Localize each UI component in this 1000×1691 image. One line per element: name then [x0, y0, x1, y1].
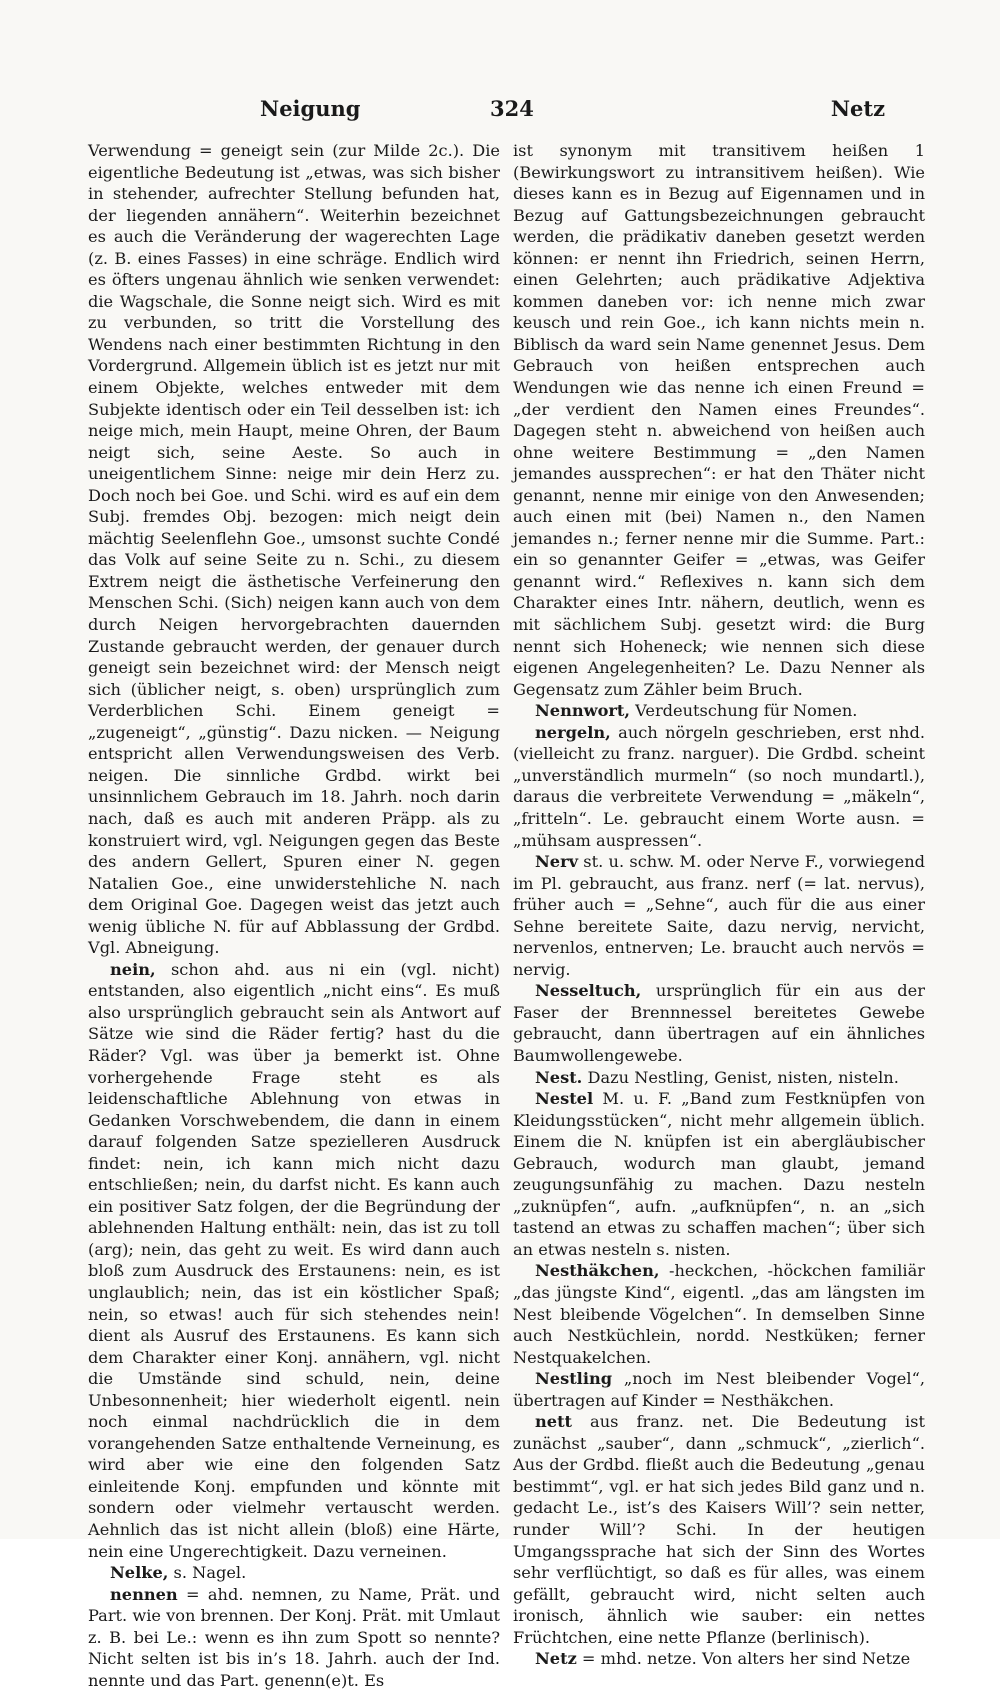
entry-headword: nett: [535, 1412, 573, 1432]
entry-headword: Nesseltuch,: [535, 981, 642, 1001]
dictionary-entry: [513, 1260, 925, 1368]
entry-text: „noch im Nest bleibender Vogel“, übertragen auf Kinder = Nesthäkchen.: [513, 1369, 925, 1410]
dictionary-entry: [513, 851, 925, 980]
dictionary-entry: [513, 1648, 925, 1670]
entry-headword: Nest.: [535, 1067, 583, 1087]
right-catchword: Netz: [830, 96, 885, 121]
entry-text: aus franz. net. Die Bedeutung ist zunächst „sauber“, dann „schmuck“, „zierlich“. Aus der Grdbd. fließt auch die Bedeutung „genau bestimmt“, vgl. er hat sich jedes Bild ganz und n. gedacht Le., ist’s des Kaisers Will’? sein netter, runder Will’? Schi. In der heutigen Umgangssprache hat sich der Sinn des Wortes sehr verflüchtigt, so daß es für alles, was einem gefällt, gebraucht wird, nicht selten auch ironisch, ähnlich wie sauber: ein nettes Früchtchen, eine nette Pflanze (berlinisch).: [513, 1412, 925, 1647]
entry-text: auch nörgeln geschrieben, erst nhd. (vielleicht zu franz. narguer). Die Grdbd. scheint „unverständlich murmeln“ (so noch mundartl.), daraus die verbreitete Verwendung = „mäkeln“, „fritteln“. Le. gebraucht einem Worte ausn. = „mühsam auspressen“.: [513, 722, 925, 850]
entry-headword: Netz: [535, 1649, 577, 1669]
entry-text: Verwendung = geneigt sein (zur Milde 2c.). Die eigentliche Bedeutung ist „etwas, was sich bisher in stehender, aufrechter Stellung befunden hat, der liegenden annähern“. Weiterhin bezeichnet es auch die Veränderung der wagerechten Lage (z. B. eines Fasses) in eine schräge. Endlich wird es öfters ungenau ähnlich wie senken verwendet: die Wagschale, die Sonne neigt sich. Wird es mit zu verbunden, so tritt die Vorstellung des Wendens nach einer bestimmten Richtung in den Vordergrund. Allgemein üblich ist es jetzt nur mit einem Objekte, welches entweder mit dem Subjekte identisch oder ein Teil desselben ist: ich neige mich, mein Haupt, meine Ohren, der Baum neigt sich, seine Aeste. So auch in uneigentlichem Sinne: neige mir dein Herz zu. Doch noch bei Goe. und Schi. wird es auf ein dem Subj. fremdes Obj. bezogen: mich neigt dein mächtig Seelenflehn Goe., umsonst suchte Condé das Volk auf seine Seite zu n. Schi., zu diesem Extrem neigt die ästhetische Verfeinerung den Menschen Schi. (Sich) neigen kann auch von dem durch Neigen hervorgebrachten dauernden Zustande gebraucht werden, der genauer durch geneigt sein bezeichnet wird: der Mensch neigt sich (üblicher neigt, s. oben) ursprünglich zum Verderblichen Schi. Einem geneigt = „zugeneigt“, „günstig“. Dazu nicken. — Neigung entspricht allen Verwendungsweisen des Verb. neigen. Die sinnliche Grdbd. wirkt bei unsinnlichem Gebrauch im 18. Jahrh. noch darin nach, daß es auch mit anderen Präpp. als zu konstruiert wird, vgl. Neigungen gegen das Beste des andern Gellert, Spuren einer N. gegen Natalien Goe., eine unwiderstehliche N. nach dem Original Goe. Dagegen weist das jetzt auch wenig übliche N. für auf Abblassung der Grdbd. Vgl. Abneigung.: [88, 141, 500, 958]
dictionary-entry: [513, 700, 925, 722]
entry-text: st. u. schw. M. oder Nerve F., vorwiegend im Pl. gebraucht, aus franz. nerf (= lat. nervus), früher auch = „Sehne“, auch für die aus einer Sehne bereitete Saite, dazu nervig, nervicht, nervenlos, entnerven; Le. braucht auch nervös = nervig.: [513, 852, 925, 979]
entry-text: = mhd. netze. Von alters her sind Netze: [576, 1649, 911, 1669]
dictionary-entry: [513, 722, 925, 851]
dictionary-entry: [513, 1411, 925, 1648]
entry-text: ist synonym mit transitivem heißen 1 (Bewirkungswort zu intransitivem heißen). Wie dieses kann es in Bezug auf Eigennamen und in Bezug auf Gattungsbezeichnungen gebraucht werden, die prädikativ daneben gesetzt werden können: er nennt ihn Friedrich, seinen Herrn, einen Gelehrten; auch prädikative Adjektiva kommen daneben vor: ich nenne mich zwar keusch und rein Goe., ich kann nichts mein n. Biblisch da ward sein Name genennet Jesus. Dem Gebrauch von heißen entsprechen auch Wendungen wie das nenne ich einen Freund = „der verdient den Namen eines Freundes“. Dagegen steht n. abweichend von heißen auch ohne weitere Bestimmung = „den Namen jemandes aussprechen“: er hat den Thäter nicht genannt, nenne mir einige von den Anwesenden; auch einen mit (bei) Namen n., den Namen jemandes n.; ferner nenne mir die Summe. Part.: ein so genannter Geifer = „etwas, was Geifer genannt wird.“ Reflexives n. kann sich dem Charakter eines Intr. nähern, deutlich, wenn es mit sächlichem Subj. gesetzt wird: die Burg nennt sich Hoheneck; wie nennen sich diese eigenen Angelegenheiten? Le. Dazu Nenner als Gegensatz zum Zähler beim Bruch.: [513, 141, 925, 699]
entry-text: schon ahd. aus ni ein (vgl. nicht) entstanden, also eigentlich „nicht eins“. Es muß also ursprünglich gebraucht sein als Antwort auf Sätze wie sind die Räder fertig? hast du die Räder? Vgl. was über ja bemerkt ist. Ohne vorhergehende Frage steht es als leidenschaftliche Ablehnung von etwas in Gedanken Vorschwebendem, die dann in einem darauf folgenden Satze spezielleren Ausdruck findet: nein, ich kann mich nicht dazu entschließen; nein, du darfst nicht. Es kann auch ein positiver Satz folgen, der die Begründung der ablehnenden Haltung enthält: nein, das ist zu toll (arg); nein, das geht zu weit. Es wird dann auch bloß zum Ausdruck des Erstaunens: nein, es ist unglaublich; nein, das ist ein köstlicher Spaß; nein, so etwas! auch für sich stehendes nein! dient als Ausruf des Erstaunens. Es kann sich dem Charakter einer Konj. annähern, vgl. nicht die Umstände sind schuld, nein, deine Unbesonnenheit; hier wiederholt eigentl. nein noch einmal nachdrücklich die in dem vorangehenden Satze enthaltende Verneinung, es wird aber wie eine den folgenden Satz einleitende Konj. empfunden und könnte mit sondern oder vielmehr vertauscht werden. Aehnlich das ist nicht allein (bloß) eine Härte, nein eine Ungerechtigkeit. Dazu verneinen.: [88, 959, 500, 1561]
entry-text: ursprünglich für ein aus der Faser der Brennnessel bereitetes Gewebe gebraucht, dann übertragen auf ein ähnliches Baumwollengewebe.: [513, 981, 925, 1065]
entry-headword: Nerv: [535, 852, 579, 872]
entry-headword: Nestel: [535, 1089, 594, 1109]
entry-headword: Nelke,: [110, 1563, 169, 1583]
entry-headword: Nestling: [535, 1369, 613, 1389]
entry-text: = ahd. nemnen, zu Name, Prät. und Part. wie von brennen. Der Konj. Prät. mit Umlaut z. B. bei Le.: wenn es ihn zum Spott so nennte? Nicht selten ist bis in’s 18. Jahrh. auch der Ind. nennte und das Part. genenn(e)t. Es: [88, 1584, 500, 1690]
page-header: [90, 96, 935, 126]
dictionary-entry: [88, 1562, 500, 1584]
left-column: [88, 140, 500, 1690]
entry-text: Dazu Nestling, Genist, nisten, nisteln.: [582, 1067, 899, 1087]
left-catchword: Neigung: [260, 96, 361, 121]
dictionary-entry: [513, 1368, 925, 1411]
right-column: [513, 140, 925, 1669]
entry-headword: Nennwort,: [535, 701, 631, 721]
entry-headword: nein,: [110, 959, 156, 979]
entry-text: Verdeutschung für Nomen.: [630, 701, 858, 721]
entry-headword: nergeln,: [535, 722, 611, 742]
entry-text: -heckchen, -höckchen familiär „das jüngste Kind“, eigentl. „das am längsten im Nest bleibende Vögelchen“. In demselben Sinne auch Nestküchlein, nordd. Nestküken; ferner Nestquakelchen.: [513, 1261, 925, 1367]
page-number: 324: [490, 96, 534, 121]
entry-continuation: [88, 140, 500, 959]
dictionary-entry: [513, 980, 925, 1066]
dictionary-entry: [88, 959, 500, 1562]
dictionary-entry: [513, 1088, 925, 1260]
entry-headword: Nesthäkchen,: [535, 1261, 660, 1281]
entry-continuation: [513, 140, 925, 700]
dictionary-entry: [513, 1067, 925, 1089]
entry-text: s. Nagel.: [168, 1563, 247, 1583]
entry-headword: nennen: [110, 1584, 178, 1604]
dictionary-entry: [88, 1584, 500, 1691]
entry-text: M. u. F. „Band zum Festknüpfen von Kleidungsstücken“, nicht mehr allgemein üblich. Einem die N. knüpfen ist ein abergläubischer Gebrauch, wodurch man glaubt, jemand zeugungsunfähig zu machen. Dazu nesteln „zuknüpfen“, aufn. „aufknüpfen“, n. an „sich tastend an etwas zu schaffen machen“; über sich an etwas nesteln s. nisten.: [513, 1089, 925, 1259]
